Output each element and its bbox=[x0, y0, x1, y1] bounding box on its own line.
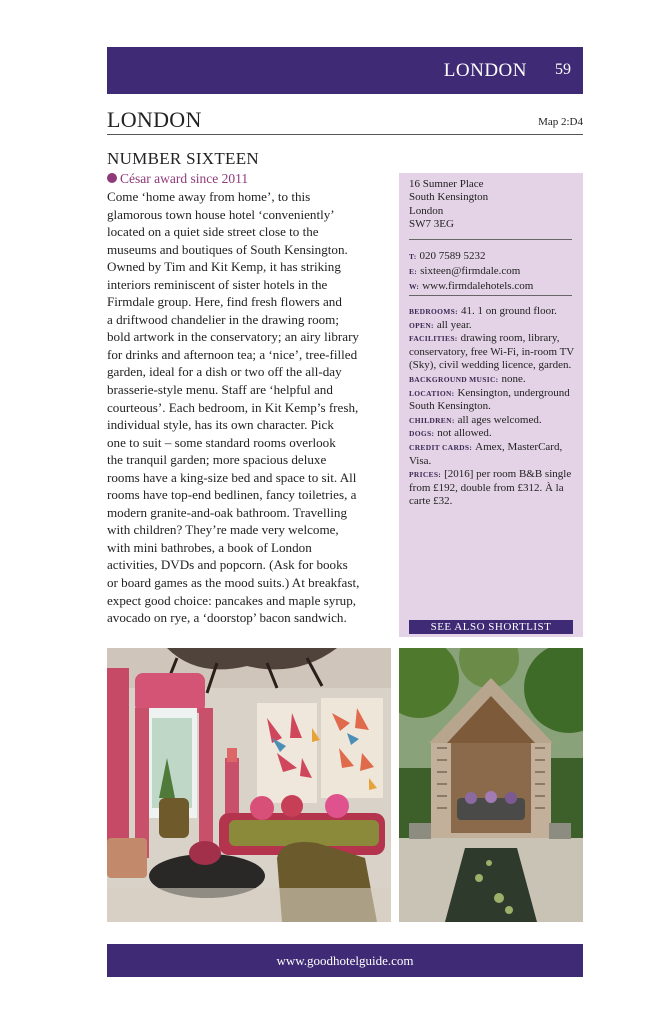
address-line: SW7 3EG bbox=[409, 218, 454, 231]
panel-divider bbox=[409, 239, 572, 240]
fact-value: drawing room, library, conservatory, free Wi-Fi, in-room TV (Sky), civil wedding licence, garden. bbox=[409, 332, 575, 372]
description-line: or board games as the mood suits.) At breakfast, bbox=[107, 575, 360, 591]
description-line: rooms have top-end bedlinen, fancy toiletries, a bbox=[107, 487, 357, 503]
contact-block bbox=[409, 249, 533, 294]
fact-bedrooms bbox=[409, 305, 579, 319]
description-line: Come ‘home away from home’, to this bbox=[107, 189, 311, 204]
description-line: for drinks and afternoon tea; a ‘nice’, tree-filled bbox=[107, 346, 358, 362]
description-line: Firmdale group. Here, find fresh flowers and bbox=[107, 294, 342, 310]
description-line: located on a quiet side street close to the bbox=[107, 224, 319, 240]
fact-value: none. bbox=[501, 372, 526, 385]
description-line: interiors reminiscent of sister hotels in the bbox=[107, 276, 328, 292]
award-text: César award since 2011 bbox=[120, 171, 249, 186]
see-also-shortlist: SEE ALSO SHORTLIST bbox=[409, 620, 573, 634]
fact-label: BEDROOMS: bbox=[409, 307, 458, 316]
description-line: the tranquil garden; more spacious deluxe bbox=[107, 452, 327, 468]
address-line: 16 Sumner Place bbox=[409, 178, 484, 190]
description-line: garden, ideal for a dish or two off the all-day bbox=[107, 364, 342, 380]
fact-label: CREDIT CARDS: bbox=[409, 442, 473, 452]
hotel-description bbox=[107, 188, 391, 627]
page-number: 59 bbox=[555, 61, 571, 78]
title-divider bbox=[107, 134, 583, 135]
running-header bbox=[107, 47, 583, 94]
footer-website: www.goodhotelguide.com bbox=[107, 944, 583, 977]
fact-label: DOGS: bbox=[409, 429, 435, 439]
fact-background-music bbox=[409, 373, 579, 387]
fact-children bbox=[409, 414, 579, 428]
header-city: LONDON bbox=[443, 60, 527, 81]
email-line bbox=[409, 264, 533, 279]
garden-pavilion-photo bbox=[399, 648, 583, 922]
fact-value: Kensington, underground South Kensington. bbox=[409, 386, 570, 413]
fact-dogs bbox=[409, 427, 579, 441]
award-line bbox=[107, 171, 248, 187]
phone-value: 020 7589 5232 bbox=[419, 250, 486, 262]
description-line: Owned by Tim and Kit Kemp, it has striking bbox=[107, 259, 341, 275]
description-line: with children? They’re made very welcome, bbox=[107, 522, 339, 538]
hotel-name: NUMBER SIXTEEN bbox=[107, 149, 260, 168]
address-line: London bbox=[409, 204, 444, 217]
award-icon bbox=[107, 173, 117, 183]
email-label: E: bbox=[409, 267, 418, 276]
fact-prices bbox=[409, 468, 579, 509]
fact-value: Amex, MasterCard, Visa. bbox=[409, 440, 563, 467]
description-line: courteous’. Each bedroom, in Kit Kemp’s fresh, bbox=[107, 399, 359, 415]
fact-open bbox=[409, 319, 579, 333]
fact-label: CHILDREN: bbox=[409, 415, 455, 425]
fact-location bbox=[409, 387, 579, 414]
website-label: W: bbox=[409, 282, 420, 291]
description-line: modern granite-and-oak bathroom. Travelling bbox=[107, 504, 347, 520]
panel-divider bbox=[409, 295, 572, 296]
address-block bbox=[409, 178, 488, 232]
phone-label: T: bbox=[409, 252, 417, 261]
fact-value: not allowed. bbox=[437, 427, 492, 440]
description-line: with mini bathrobes, a book of London bbox=[107, 539, 312, 555]
description-line: one to suit – some standard rooms overlook bbox=[107, 434, 336, 450]
description-line: bold artwork in the conservatory; an airy library bbox=[107, 329, 359, 345]
description-line: museums and boutiques of South Kensington. bbox=[107, 241, 348, 257]
fact-value: [2016] per room B&B single from £192, double from £312. À la carte £32. bbox=[409, 468, 572, 508]
description-line: brasserie-style menu. Staff are ‘helpful and bbox=[107, 382, 333, 398]
fact-label: LOCATION: bbox=[409, 388, 455, 398]
fact-label: BACKGROUND MUSIC: bbox=[409, 374, 499, 384]
fact-value: all year. bbox=[436, 318, 472, 331]
hotel-facts bbox=[409, 305, 579, 509]
description-line: expect good choice: pancakes and maple syrup, bbox=[107, 592, 357, 608]
description-line: individual style, has its own character. Pick bbox=[107, 417, 334, 433]
description-line: rooms have a king-size bed and space to sit. All bbox=[107, 469, 357, 485]
email-value: sixteen@firmdale.com bbox=[420, 265, 521, 277]
fact-value: 41. 1 on ground floor. bbox=[460, 305, 557, 317]
drawing-room-photo bbox=[107, 648, 391, 922]
description-line: avocado on rye, a ‘doorstop’ bacon sandwich. bbox=[107, 610, 347, 626]
fact-credit-cards bbox=[409, 441, 579, 468]
fact-value: all ages welcomed. bbox=[457, 413, 542, 426]
fact-label: PRICES: bbox=[409, 470, 442, 480]
fact-facilities bbox=[409, 332, 579, 373]
website-value: www.firmdalehotels.com bbox=[422, 280, 534, 292]
website-line bbox=[409, 279, 533, 294]
description-line: a driftwood chandelier in the drawing room; bbox=[107, 311, 339, 327]
address-line: South Kensington bbox=[409, 191, 489, 204]
fact-label: OPEN: bbox=[409, 320, 434, 330]
hotel-info-panel bbox=[399, 173, 583, 637]
phone-line bbox=[409, 249, 533, 264]
section-title: LONDON bbox=[107, 107, 202, 132]
fact-label: FACILITIES: bbox=[409, 334, 458, 344]
map-reference: Map 2:D4 bbox=[538, 116, 583, 128]
description-line: glamorous town house hotel ‘conveniently’ bbox=[107, 206, 335, 222]
description-line: activities, DVDs and popcorn. (Ask for books bbox=[107, 557, 348, 573]
